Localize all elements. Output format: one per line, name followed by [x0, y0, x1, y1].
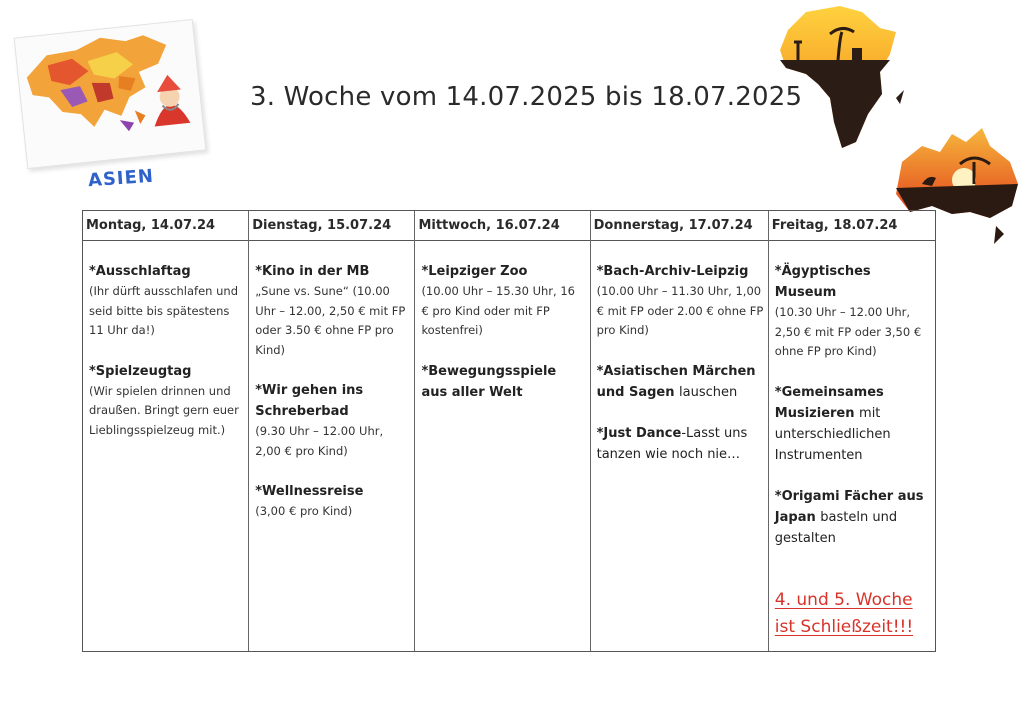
asia-label: ASIEN	[87, 165, 155, 192]
activity-detail: (Wir spielen drinnen und draußen. Bringt gern euer Lieblingsspielzeug mit.)	[89, 383, 239, 437]
activity-title	[597, 423, 764, 465]
activity-title-rest: basteln und gestalten	[774, 509, 898, 546]
activity-entry	[775, 486, 931, 549]
activity-title: *Ausschlaftag	[89, 264, 191, 279]
activity-detail: (10.00 Uhr – 11.30 Uhr, 1,00 € mit FP oder 2.00 € ohne FP pro Kind)	[596, 284, 764, 337]
activity-detail: (9.30 Uhr – 12.00 Uhr, 2,00 € pro Kind)	[255, 424, 384, 458]
activity-title	[775, 486, 931, 549]
day-header: Dienstag, 15.07.24	[249, 211, 414, 241]
activity-detail: (Ihr dürft ausschlafen und seid bitte bis spätestens 11 Uhr da!)	[89, 284, 238, 337]
activity-title	[597, 361, 764, 403]
page-title: 3. Woche vom 14.07.2025 bis 18.07.2025	[250, 82, 803, 112]
activity-entry	[597, 361, 764, 403]
activity-entry	[89, 261, 244, 341]
asia-map-image	[14, 19, 207, 169]
activity-title-bold: *Gemeinsames Musizieren	[774, 384, 884, 421]
activity-entry	[775, 382, 931, 466]
activity-entry	[255, 380, 410, 461]
activity-title-bold: *Origami Fächer aus Japan	[774, 488, 924, 525]
activity-detail: „Sune vs. Sune“ (10.00 Uhr – 12.00, 2,50 € mit FP oder 3.50 € ohne FP pro Kind)	[255, 284, 406, 357]
activity-entry	[597, 261, 764, 341]
activity-entry	[421, 261, 585, 341]
activity-title-rest: lauschen	[679, 384, 738, 400]
activity-title: *Wellnessreise	[255, 484, 364, 499]
activity-title: *Spielzeugtag	[89, 363, 192, 379]
closure-notice: 4. und 5. Woche ist Schließzeit!!!	[774, 589, 914, 637]
day-column-wednesday	[415, 211, 590, 651]
activity-entry	[597, 423, 764, 465]
day-column-thursday	[591, 211, 769, 651]
activity-title: *Kino in der MB	[255, 264, 370, 279]
activity-title: *Bewegungsspiele aus aller Welt	[421, 363, 557, 400]
activity-title-rest: -Lasst uns tanzen wie noch nie…	[596, 425, 748, 462]
activity-entry	[421, 361, 585, 403]
activity-title-bold: *Just Dance	[596, 425, 682, 441]
activity-entry	[255, 481, 410, 522]
activity-title: *Wir gehen ins Schreberbad	[255, 383, 364, 419]
day-header: Mittwoch, 16.07.24	[415, 211, 589, 241]
day-header: Montag, 14.07.24	[83, 211, 248, 241]
activity-detail: (10.30 Uhr – 12.00 Uhr, 2,50 € mit FP oder 3,50 € ohne FP pro Kind)	[774, 305, 922, 358]
activity-title: *Bach-Archiv-Leipzig	[596, 264, 749, 279]
activity-detail: (3,00 € pro Kind)	[255, 504, 353, 518]
activity-entry	[89, 361, 244, 441]
day-column-tuesday	[249, 211, 415, 651]
day-column-friday	[769, 211, 935, 651]
activity-detail: (10.00 Uhr – 15.30 Uhr, 16 € pro Kind oder mit FP kostenfrei)	[421, 284, 575, 337]
activity-title: *Leipziger Zoo	[421, 264, 528, 279]
activity-title: *Ägyptisches Museum	[774, 264, 871, 300]
activity-entry	[255, 261, 410, 360]
day-header: Freitag, 18.07.24	[769, 211, 935, 241]
activity-title-bold: *Asiatischen Märchen und Sagen	[596, 363, 756, 400]
activity-title-rest: mit unterschiedlichen Instrumenten	[774, 405, 891, 463]
africa-map-image	[778, 2, 910, 152]
weekly-schedule-table	[82, 210, 936, 652]
activity-entry	[775, 261, 931, 362]
day-header: Donnerstag, 17.07.24	[591, 211, 768, 241]
activity-title	[775, 382, 931, 466]
day-column-monday	[83, 211, 249, 651]
